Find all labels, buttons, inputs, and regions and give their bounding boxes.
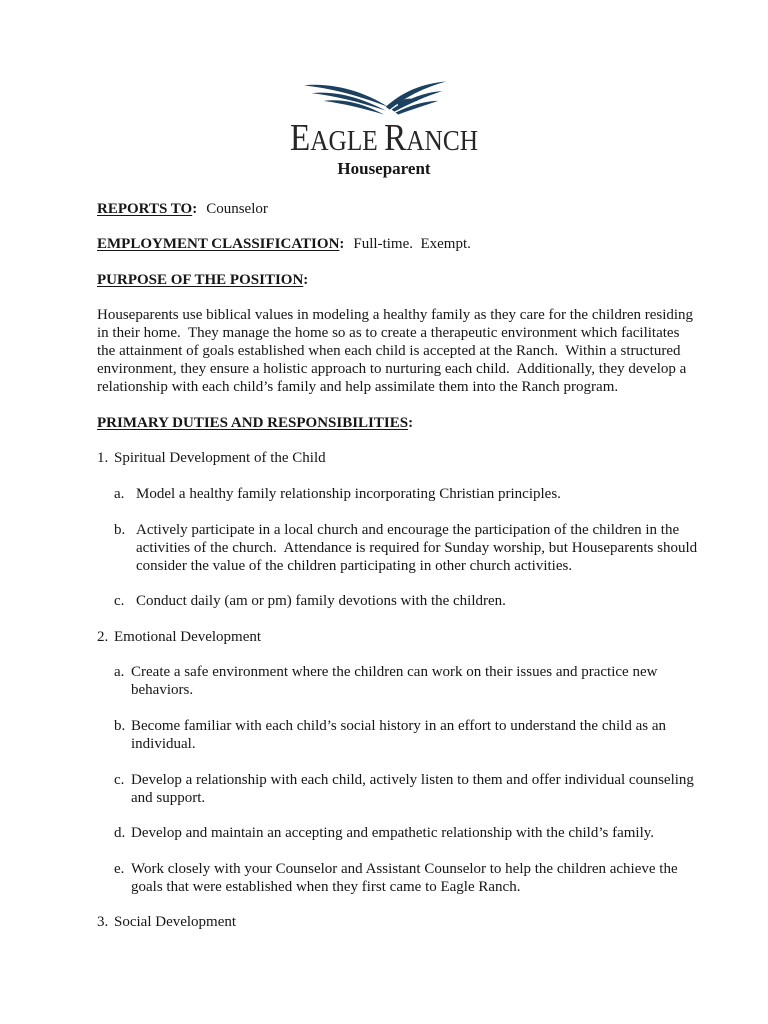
purpose-heading (97, 271, 308, 289)
purpose-paragraph (97, 306, 693, 396)
reports-to-colon: : (192, 201, 198, 217)
text-line: behaviors. (131, 682, 194, 698)
list-item-text (131, 717, 666, 753)
list-item-text (131, 860, 678, 896)
section-number: 3. (97, 914, 109, 930)
paragraph-line: relationship with each child’s family and help assimilate them into the Ranch program. (97, 379, 619, 395)
text-line: Actively participate in a local church and encourage the participation of the children in the (136, 522, 680, 538)
logo-letter: E (290, 117, 314, 159)
text-line: goals that were established when they first came to Eagle Ranch. (131, 879, 521, 895)
text-line: activities of the church. Attendance is required for Sunday worship, but Houseparents should (136, 540, 698, 556)
duties-heading (97, 414, 413, 432)
employment-classification-row (97, 235, 471, 253)
employment-classification-value: Full-time. Exempt. (353, 236, 471, 252)
reports-to-row (97, 200, 268, 218)
text-line: Conduct daily (am or pm) family devotions with the children. (136, 593, 506, 609)
section-title: Social Development (114, 914, 237, 930)
duties-colon: : (408, 415, 414, 431)
section-heading (97, 449, 326, 467)
section-number: 1. (97, 450, 109, 466)
text-line: and support. (131, 790, 206, 806)
text-line: Become familiar with each child’s social history in an effort to understand the child as an (131, 718, 666, 734)
reports-to-value: Counselor (206, 201, 268, 217)
text-line: Develop and maintain an accepting and empathetic relationship with the child’s family. (131, 825, 655, 841)
text-line: Work closely with your Counselor and Assistant Counselor to help the children achieve the (131, 861, 678, 877)
paragraph-line: in their home. They manage the home so as to create a therapeutic environment which facilitates (97, 325, 680, 341)
section-heading (97, 913, 236, 931)
list-item-text (136, 521, 697, 575)
page-title: Houseparent (337, 159, 431, 178)
list-item-marker: a. (114, 664, 125, 680)
list-item-marker: b. (114, 522, 126, 538)
list-item-marker: d. (114, 825, 126, 841)
list-item-text (136, 485, 561, 503)
list-item-marker: c. (114, 593, 125, 609)
section-number: 2. (97, 629, 109, 645)
employment-classification-colon: : (339, 236, 345, 252)
logo-letter: R (384, 117, 410, 159)
duties-label: PRIMARY DUTIES AND RESPONSIBILITIES (97, 415, 409, 431)
purpose-label: PURPOSE OF THE POSITION (97, 272, 304, 288)
list-item-text (136, 592, 506, 610)
section-title: Spiritual Development of the Child (114, 450, 326, 466)
list-item-marker: e. (114, 861, 125, 877)
svg-text:EAGLE RANCH (290, 117, 489, 159)
list-item-text (131, 663, 657, 699)
section-heading (97, 628, 261, 646)
paragraph-line: Houseparents use biblical values in modeling a healthy family as they care for the children residing (97, 307, 694, 323)
text-line: consider the value of the children participating in other church activities. (136, 558, 573, 574)
text-line: individual. (131, 736, 196, 752)
text-line: Develop a relationship with each child, actively listen to them and offer individual counseling (131, 772, 694, 788)
list-item-marker: c. (114, 772, 125, 788)
list-item-text (131, 824, 654, 842)
logo-wordmark (288, 112, 489, 159)
text-line: Create a safe environment where the children can work on their issues and practice new (131, 664, 658, 680)
section-title: Emotional Development (114, 629, 262, 645)
reports-to-label: REPORTS TO (97, 201, 193, 217)
text-line: Model a healthy family relationship incorporating Christian principles. (136, 486, 561, 502)
paragraph-line: the attainment of goals established when each child is accepted at the Ranch. Within a structured (97, 343, 681, 359)
logo-letter: AGLE (310, 125, 388, 157)
paragraph-line: environment, they ensure a holistic approach to nurturing each child. Additionally, they develop a (97, 361, 687, 377)
logo-letter: ANCH (406, 125, 489, 157)
employment-classification-label: EMPLOYMENT CLASSIFICATION (97, 236, 340, 252)
purpose-colon: : (303, 272, 309, 288)
list-item-marker: a. (114, 486, 125, 502)
list-item-marker: b. (114, 718, 126, 734)
list-item-text (131, 771, 694, 807)
